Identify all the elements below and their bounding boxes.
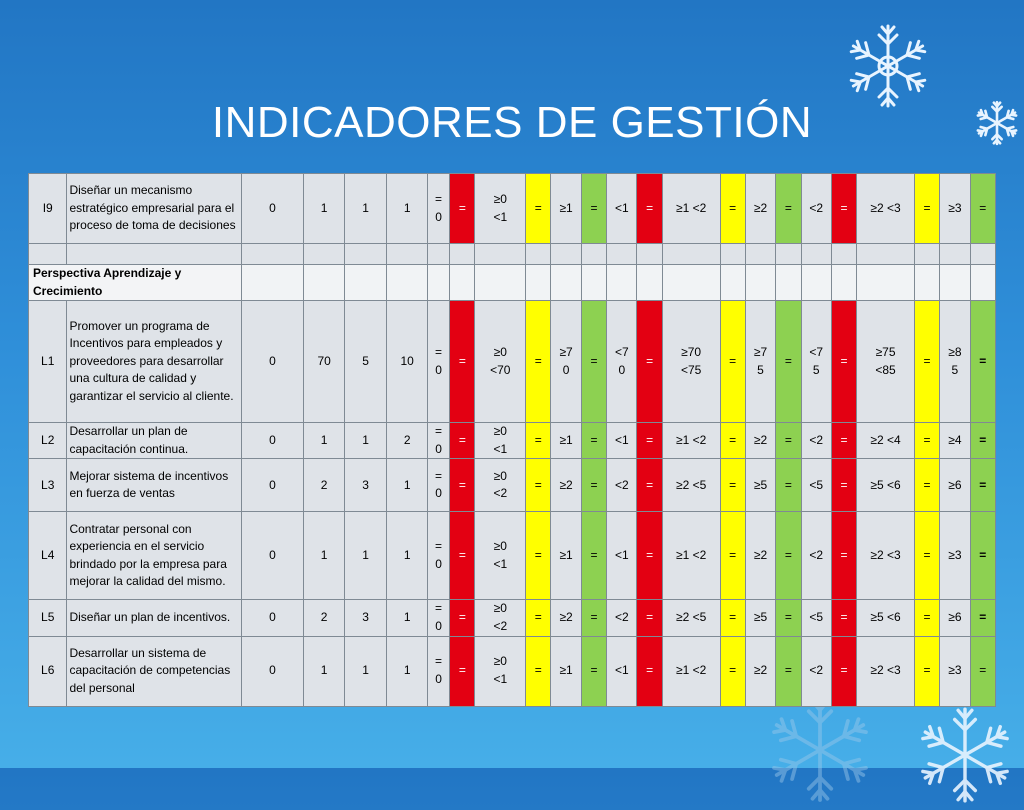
cell-n1: 0	[241, 636, 304, 706]
cell-g1: ≥1	[551, 636, 581, 706]
cell-r2e: =	[637, 423, 662, 459]
cell-r2e: =	[637, 600, 662, 636]
cell-g3e: =	[970, 174, 995, 244]
empty-cell	[607, 244, 637, 265]
cell-y3: ≥2 <3	[857, 512, 915, 600]
empty-cell	[526, 265, 551, 301]
empty-cell	[801, 244, 831, 265]
empty-cell	[581, 265, 606, 301]
cell-n2: 2	[304, 600, 345, 636]
page-title: INDICADORES DE GESTIÓN	[211, 98, 813, 147]
snowflake-icon	[760, 690, 880, 810]
cell-desc: Diseñar un mecanismo estratégico empresarial para el proceso de toma de decisiones	[67, 174, 241, 244]
cell-n4: 1	[387, 600, 428, 636]
cell-y1: ≥0 <1	[475, 636, 526, 706]
table-row	[29, 423, 996, 459]
cell-g2: ≥2	[745, 423, 775, 459]
cell-y2: ≥70 <75	[662, 301, 720, 423]
empty-cell	[475, 244, 526, 265]
cell-g1e: =	[581, 423, 606, 459]
snowflake-icon	[910, 700, 1020, 810]
cell-g1e: =	[581, 174, 606, 244]
cell-g1e: =	[581, 512, 606, 600]
cell-g2e: =	[776, 600, 801, 636]
cell-g1: ≥1	[551, 423, 581, 459]
cell-g3: ≥6	[940, 600, 970, 636]
cell-g2e: =	[776, 174, 801, 244]
cell-r3e: =	[831, 512, 856, 600]
cell-r1: =	[450, 459, 475, 512]
cell-n2: 1	[304, 174, 345, 244]
cell-n2: 70	[304, 301, 345, 423]
empty-cell	[662, 244, 720, 265]
cell-r3: <2	[801, 512, 831, 600]
cell-g2: ≥2	[745, 512, 775, 600]
cell-n3: 5	[344, 301, 387, 423]
empty-cell	[427, 244, 449, 265]
cell-y2e: =	[720, 423, 745, 459]
cell-y1: ≥0 <1	[475, 423, 526, 459]
cell-g2: ≥2	[745, 174, 775, 244]
empty-cell	[387, 265, 428, 301]
cell-y1: ≥0 <70	[475, 301, 526, 423]
cell-r1: =	[450, 600, 475, 636]
cell-y2: ≥1 <2	[662, 423, 720, 459]
cell-n1: 0	[241, 174, 304, 244]
empty-cell	[304, 265, 345, 301]
table-row	[29, 174, 996, 244]
cell-desc: Contratar personal con experiencia en el servicio brindado por la empresa para mejorar la calidad del mismo.	[67, 512, 241, 600]
cell-g3e: =	[970, 600, 995, 636]
cell-y2: ≥2 <5	[662, 600, 720, 636]
cell-r1: =	[450, 174, 475, 244]
table-row	[29, 459, 996, 512]
cell-y2e: =	[720, 459, 745, 512]
cell-n2: 1	[304, 636, 345, 706]
cell-y3e: =	[914, 636, 939, 706]
cell-r2: <1	[607, 636, 637, 706]
cell-r3e: =	[831, 600, 856, 636]
cell-n4: 1	[387, 512, 428, 600]
empty-cell	[637, 244, 662, 265]
cell-g2e: =	[776, 423, 801, 459]
cell-r1: =	[450, 423, 475, 459]
cell-g1e: =	[581, 600, 606, 636]
cell-r2: <1	[607, 174, 637, 244]
cell-y3e: =	[914, 174, 939, 244]
cell-desc: Diseñar un plan de incentivos.	[67, 600, 241, 636]
cell-y3e: =	[914, 600, 939, 636]
cell-g2e: =	[776, 459, 801, 512]
cell-desc: Promover un programa de Incentivos para empleados y proveedores para desarrollar una cultura de calidad y garantizar el servicio al cliente.	[67, 301, 241, 423]
cell-n4: 2	[387, 423, 428, 459]
empty-cell	[940, 244, 970, 265]
cell-r3e: =	[831, 636, 856, 706]
empty-cell	[241, 244, 304, 265]
cell-n1: 0	[241, 423, 304, 459]
cell-n4: 1	[387, 459, 428, 512]
empty-cell	[970, 244, 995, 265]
cell-code: L3	[29, 459, 67, 512]
cell-y2e: =	[720, 600, 745, 636]
cell-y3: ≥2 <3	[857, 636, 915, 706]
cell-r3: <7 5	[801, 301, 831, 423]
cell-y1: ≥0 <2	[475, 459, 526, 512]
cell-r2: <2	[607, 459, 637, 512]
cell-n1: 0	[241, 459, 304, 512]
cell-r2e: =	[637, 512, 662, 600]
empty-cell	[526, 244, 551, 265]
empty-cell	[450, 265, 475, 301]
cell-y1: ≥0 <1	[475, 174, 526, 244]
cell-eq: = 0	[427, 636, 449, 706]
cell-y1e: =	[526, 459, 551, 512]
table-row	[29, 301, 996, 423]
cell-r2: <2	[607, 600, 637, 636]
cell-desc: Desarrollar un sistema de capacitación de competencias del personal	[67, 636, 241, 706]
cell-n3: 3	[344, 600, 387, 636]
cell-n3: 1	[344, 174, 387, 244]
cell-r3e: =	[831, 174, 856, 244]
cell-n2: 1	[304, 512, 345, 600]
table-row	[29, 512, 996, 600]
cell-g3e: =	[970, 636, 995, 706]
cell-g3e: =	[970, 459, 995, 512]
cell-y3: ≥5 <6	[857, 600, 915, 636]
cell-g3: ≥3	[940, 636, 970, 706]
empty-cell	[776, 265, 801, 301]
cell-y1e: =	[526, 174, 551, 244]
empty-cell	[776, 244, 801, 265]
cell-r2: <1	[607, 423, 637, 459]
empty-cell	[607, 265, 637, 301]
cell-r2e: =	[637, 459, 662, 512]
cell-y2e: =	[720, 301, 745, 423]
cell-eq: = 0	[427, 600, 449, 636]
cell-r3: <2	[801, 423, 831, 459]
cell-y3e: =	[914, 459, 939, 512]
cell-n3: 3	[344, 459, 387, 512]
cell-r1: =	[450, 301, 475, 423]
cell-n4: 10	[387, 301, 428, 423]
cell-code: L6	[29, 636, 67, 706]
table-row	[29, 600, 996, 636]
cell-y3: ≥75 <85	[857, 301, 915, 423]
cell-desc: Desarrollar un plan de capacitación continua.	[67, 423, 241, 459]
cell-g1: ≥2	[551, 600, 581, 636]
cell-r2e: =	[637, 174, 662, 244]
cell-g2e: =	[776, 512, 801, 600]
cell-n3: 1	[344, 636, 387, 706]
cell-n4: 1	[387, 636, 428, 706]
empty-cell	[662, 265, 720, 301]
empty-cell	[344, 265, 387, 301]
empty-cell	[581, 244, 606, 265]
empty-cell	[745, 265, 775, 301]
empty-cell	[745, 244, 775, 265]
cell-g3: ≥6	[940, 459, 970, 512]
empty-cell	[720, 265, 745, 301]
cell-r3: <2	[801, 636, 831, 706]
cell-y1e: =	[526, 423, 551, 459]
cell-y1e: =	[526, 301, 551, 423]
cell-g1: ≥2	[551, 459, 581, 512]
empty-cell	[450, 244, 475, 265]
cell-eq: = 0	[427, 512, 449, 600]
cell-r1: =	[450, 512, 475, 600]
empty-cell	[344, 244, 387, 265]
cell-y2e: =	[720, 636, 745, 706]
cell-n1: 0	[241, 512, 304, 600]
empty-cell	[857, 244, 915, 265]
cell-y1e: =	[526, 512, 551, 600]
empty-cell	[857, 265, 915, 301]
blank-row	[29, 244, 996, 265]
cell-y2e: =	[720, 174, 745, 244]
empty-cell	[241, 265, 304, 301]
cell-g3e: =	[970, 301, 995, 423]
cell-g2: ≥5	[745, 459, 775, 512]
cell-y3e: =	[914, 423, 939, 459]
cell-y2e: =	[720, 512, 745, 600]
empty-cell	[637, 265, 662, 301]
empty-cell	[304, 244, 345, 265]
cell-code: L1	[29, 301, 67, 423]
cell-y1: ≥0 <2	[475, 600, 526, 636]
empty-cell	[720, 244, 745, 265]
empty-cell	[67, 244, 241, 265]
cell-code: L4	[29, 512, 67, 600]
cell-g3e: =	[970, 423, 995, 459]
cell-g1e: =	[581, 636, 606, 706]
cell-r2e: =	[637, 636, 662, 706]
cell-g2: ≥5	[745, 600, 775, 636]
cell-n3: 1	[344, 423, 387, 459]
cell-g3: ≥8 5	[940, 301, 970, 423]
cell-y2: ≥1 <2	[662, 512, 720, 600]
cell-r3: <5	[801, 600, 831, 636]
cell-code: L5	[29, 600, 67, 636]
cell-r2e: =	[637, 301, 662, 423]
empty-cell	[940, 265, 970, 301]
cell-code: I9	[29, 174, 67, 244]
cell-y1e: =	[526, 636, 551, 706]
cell-eq: = 0	[427, 423, 449, 459]
cell-n1: 0	[241, 600, 304, 636]
cell-eq: = 0	[427, 174, 449, 244]
empty-cell	[475, 265, 526, 301]
empty-cell	[29, 244, 67, 265]
cell-r2: <1	[607, 512, 637, 600]
cell-eq: = 0	[427, 459, 449, 512]
cell-g1e: =	[581, 301, 606, 423]
cell-g3: ≥4	[940, 423, 970, 459]
cell-r3e: =	[831, 301, 856, 423]
empty-cell	[427, 265, 449, 301]
empty-cell	[551, 265, 581, 301]
cell-code: L2	[29, 423, 67, 459]
cell-g1: ≥1	[551, 174, 581, 244]
cell-y3: ≥2 <3	[857, 174, 915, 244]
cell-y3: ≥2 <4	[857, 423, 915, 459]
cell-y3e: =	[914, 301, 939, 423]
cell-y2: ≥1 <2	[662, 636, 720, 706]
cell-n1: 0	[241, 301, 304, 423]
cell-g3e: =	[970, 512, 995, 600]
cell-n4: 1	[387, 174, 428, 244]
cell-g1: ≥1	[551, 512, 581, 600]
empty-cell	[831, 265, 856, 301]
empty-cell	[970, 265, 995, 301]
cell-y2: ≥2 <5	[662, 459, 720, 512]
cell-r3e: =	[831, 459, 856, 512]
section-label: Perspectiva Aprendizaje y Crecimiento	[29, 265, 242, 301]
cell-n3: 1	[344, 512, 387, 600]
cell-g3: ≥3	[940, 174, 970, 244]
cell-g2e: =	[776, 301, 801, 423]
cell-g2: ≥7 5	[745, 301, 775, 423]
cell-g1: ≥7 0	[551, 301, 581, 423]
cell-g1e: =	[581, 459, 606, 512]
cell-eq: = 0	[427, 301, 449, 423]
cell-y3: ≥5 <6	[857, 459, 915, 512]
section-row	[29, 265, 996, 301]
cell-r3: <2	[801, 174, 831, 244]
cell-g2e: =	[776, 636, 801, 706]
cell-y3e: =	[914, 512, 939, 600]
cell-r3: <5	[801, 459, 831, 512]
cell-r3e: =	[831, 423, 856, 459]
empty-cell	[551, 244, 581, 265]
cell-r1: =	[450, 636, 475, 706]
cell-y2: ≥1 <2	[662, 174, 720, 244]
cell-n2: 1	[304, 423, 345, 459]
empty-cell	[914, 244, 939, 265]
cell-g2: ≥2	[745, 636, 775, 706]
cell-n2: 2	[304, 459, 345, 512]
empty-cell	[831, 244, 856, 265]
cell-desc: Mejorar sistema de incentivos en fuerza de ventas	[67, 459, 241, 512]
empty-cell	[801, 265, 831, 301]
cell-y1e: =	[526, 600, 551, 636]
cell-r2: <7 0	[607, 301, 637, 423]
empty-cell	[387, 244, 428, 265]
indicators-table	[28, 173, 996, 707]
cell-g3: ≥3	[940, 512, 970, 600]
empty-cell	[914, 265, 939, 301]
table-row	[29, 636, 996, 706]
cell-y1: ≥0 <1	[475, 512, 526, 600]
